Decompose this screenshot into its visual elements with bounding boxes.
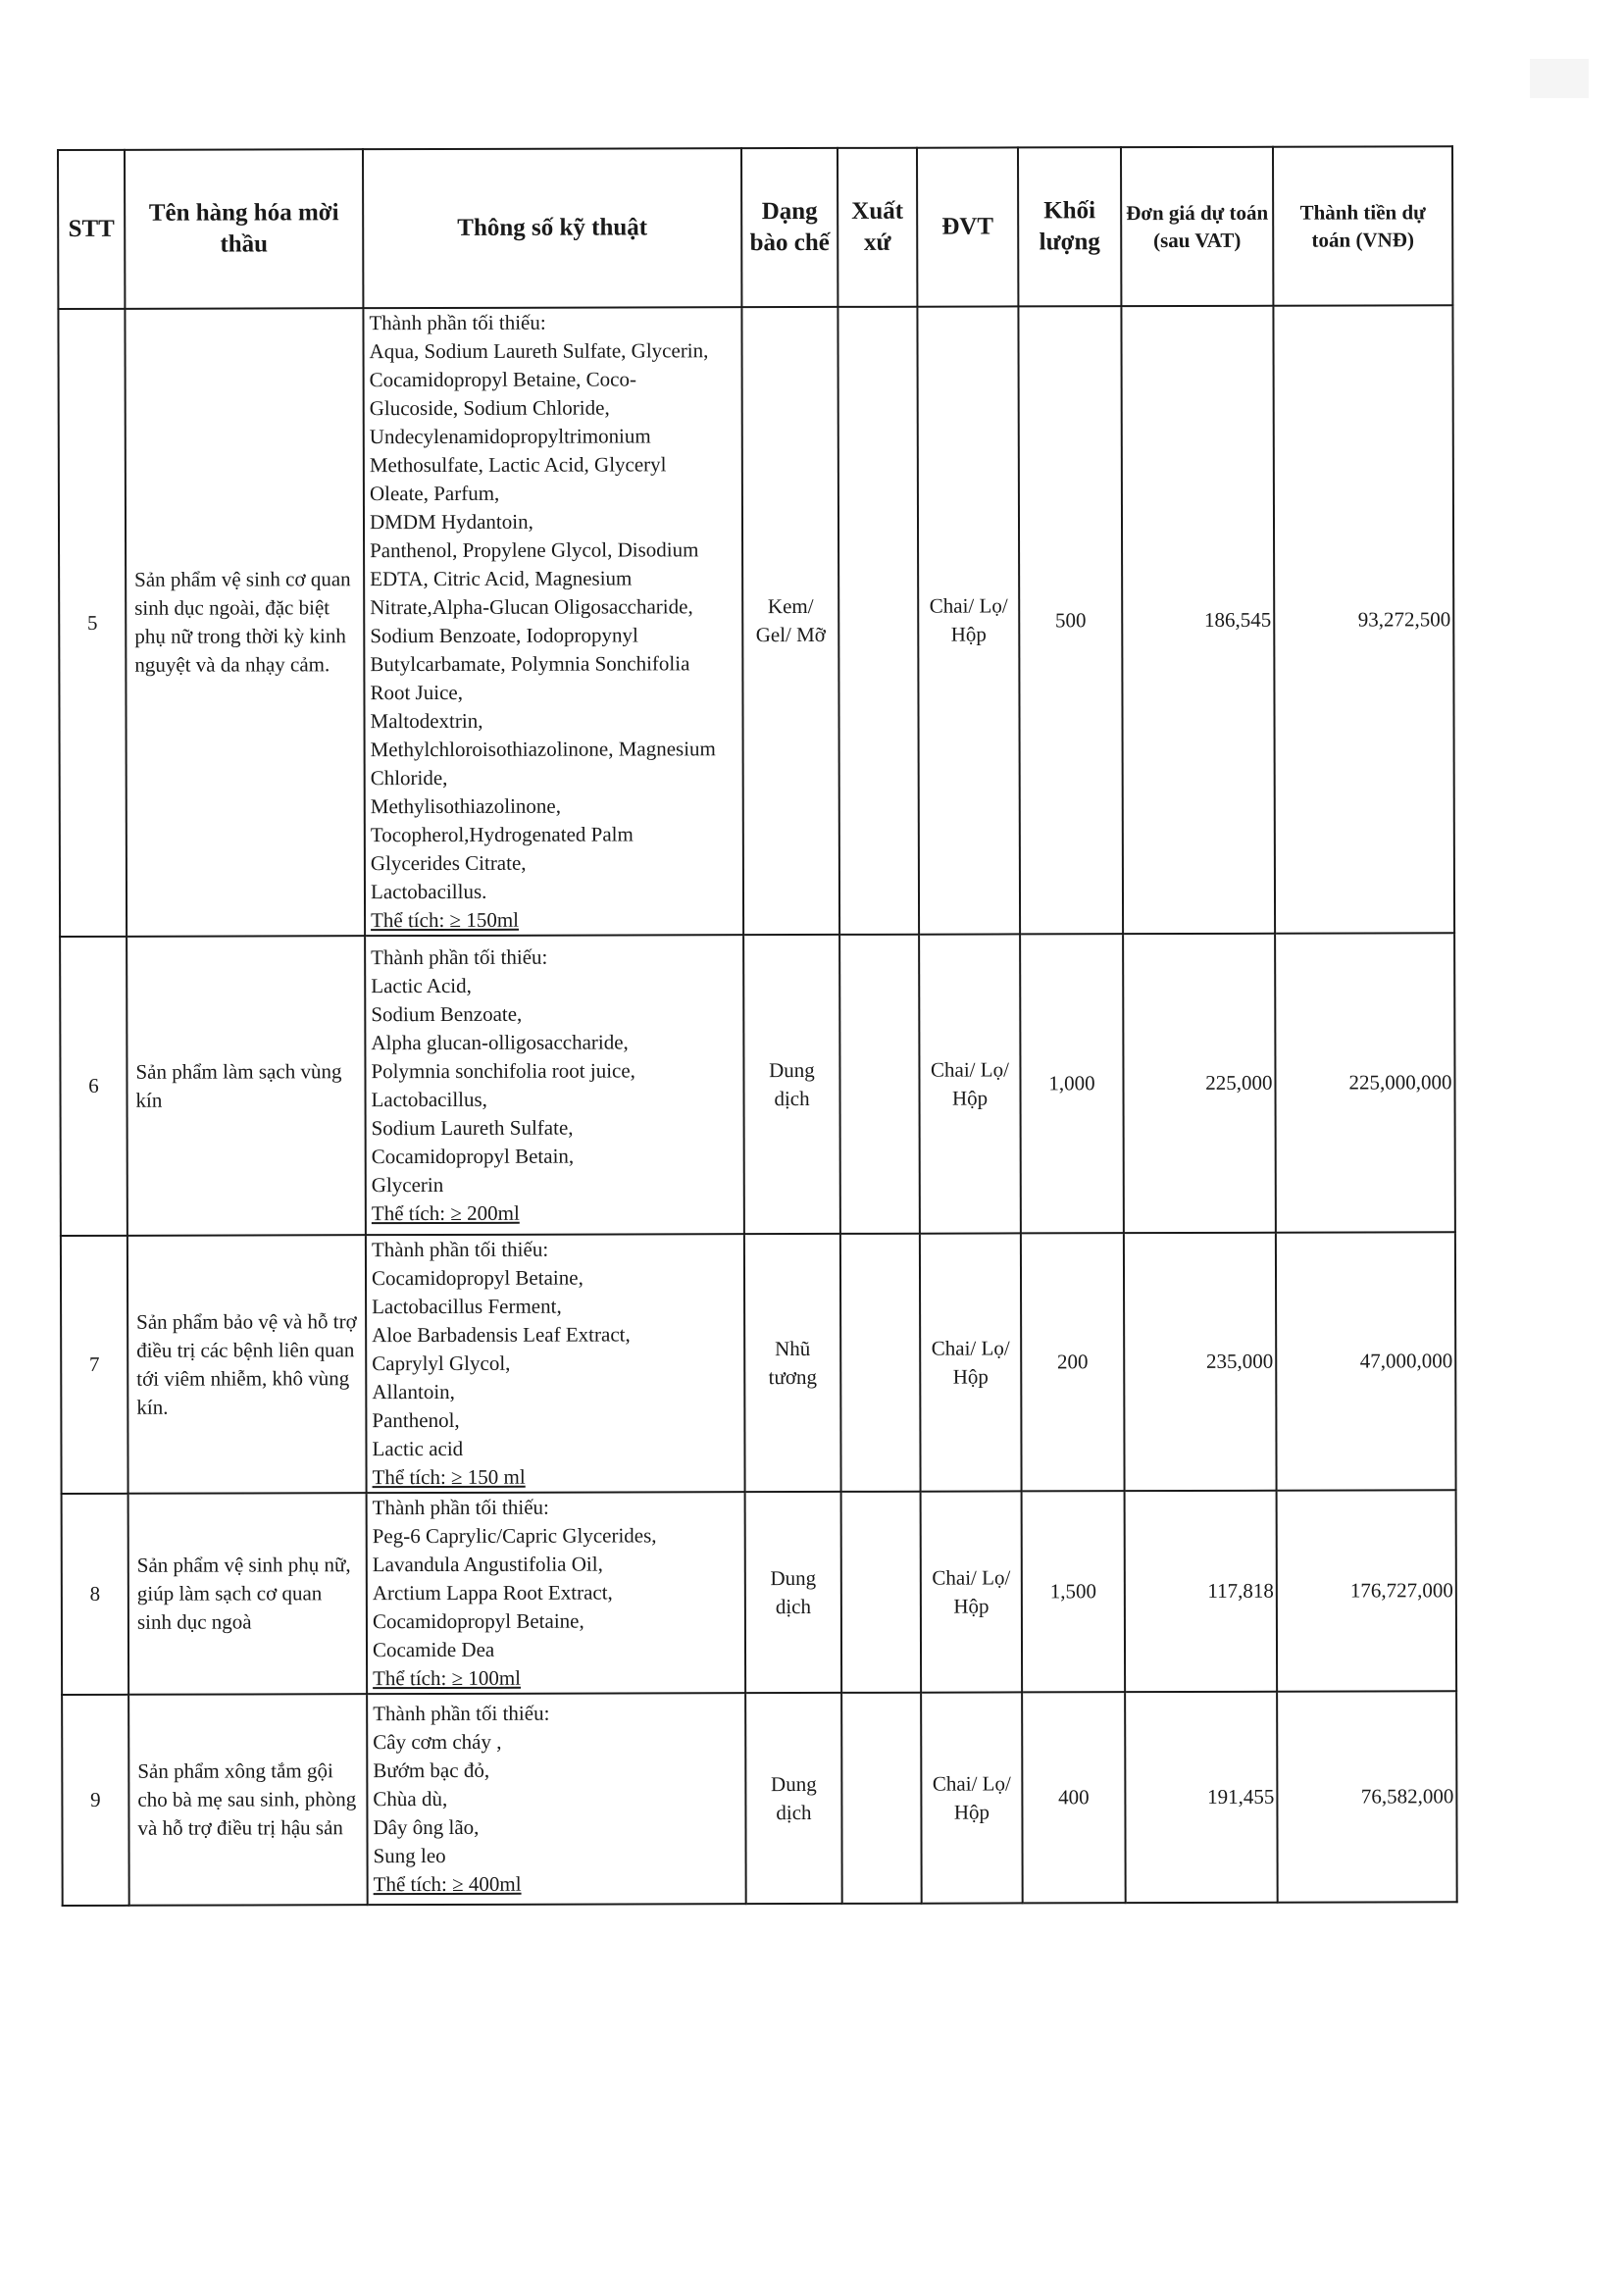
row-total: 176,727,000 <box>1277 1490 1457 1691</box>
row-origin <box>840 1234 921 1492</box>
row-form: Dung dịch <box>745 1693 842 1904</box>
row-unit: Chai/ Lọ/ Hộp <box>921 1491 1023 1692</box>
spec-line: Thành phần tối thiếu: <box>373 1701 550 1726</box>
table-header-row <box>58 146 1452 309</box>
header-form: Dạng bào chế <box>741 148 837 307</box>
spec-line: Maltodextrin, <box>370 708 483 734</box>
spec-line: Cocamidopropyl Betaine, Coco- <box>369 367 637 392</box>
row-stt: 5 <box>58 309 127 937</box>
row-stt: 6 <box>60 937 127 1236</box>
row-product-name: Sản phẩm bảo vệ và hỗ trợ điều trị các bệnh liên quan tới viêm nhiễm, khô vùng kín. <box>127 1235 367 1494</box>
spec-line: Dây ông lão, <box>373 1814 480 1840</box>
spec-volume: Thể tích: ≥ 200ml <box>371 1200 520 1225</box>
spec-line: Cocamidopropyl Betaine, <box>371 1265 584 1291</box>
row-origin <box>837 307 919 935</box>
spec-line: Root Juice, <box>370 680 463 705</box>
row-stt: 9 <box>62 1695 129 1906</box>
header-name: Tên hàng hóa mời thầu <box>125 149 363 309</box>
row-product-name: Sản phẩm vệ sinh cơ quan sinh dục ngoài, đặc biệt phụ nữ trong thời kỳ kinh nguyệt và da nhạy cảm. <box>125 308 365 937</box>
row-spec <box>367 1492 746 1694</box>
header-total: Thành tiền dự toán (VNĐ) <box>1273 146 1452 305</box>
spec-line: Cocamide Dea <box>372 1637 495 1662</box>
spec-line: Sodium Benzoate, Iodopropynyl <box>370 623 638 648</box>
spec-line: Lavandula Angustifolia Oil, <box>372 1552 603 1577</box>
spec-line: Aqua, Sodium Laureth Sulfate, Glycerin, <box>369 338 709 364</box>
spec-line: Tocopherol,Hydrogenated Palm <box>370 822 634 847</box>
row-qty: 1,500 <box>1022 1491 1126 1692</box>
spec-line: Panthenol, Propylene Glycol, Disodium <box>370 537 699 563</box>
header-qty: Khối lượng <box>1018 147 1121 306</box>
spec-line: Lactobacillus, <box>371 1087 487 1111</box>
spec-line: Thành phần tối thiếu: <box>371 1237 549 1262</box>
row-product-name: Sản phẩm vệ sinh phụ nữ, giúp làm sạch cơ quan sinh dục ngoà <box>128 1493 368 1695</box>
row-unit: Chai/ Lọ/ Hộp <box>920 1233 1022 1491</box>
spec-line: Undecylenamidopropyltrimonium <box>369 424 651 449</box>
spec-line: Cocamidopropyl Betain, <box>371 1144 575 1168</box>
row-price: 235,000 <box>1124 1233 1277 1491</box>
row-stt: 7 <box>61 1236 128 1494</box>
spec-line: Thành phần tối thiếu: <box>369 310 546 335</box>
header-stt: STT <box>58 150 125 309</box>
row-unit: Chai/ Lọ/ Hộp <box>921 1692 1023 1903</box>
header-price: Đơn giá dự toán (sau VAT) <box>1121 147 1273 306</box>
row-price: 117,818 <box>1125 1491 1278 1692</box>
spec-line: Sung leo <box>373 1843 446 1868</box>
row-origin <box>841 1693 922 1904</box>
spec-volume: Thể tích: ≥ 100ml <box>373 1665 522 1691</box>
row-product-name: Sản phẩm làm sạch vùng kín <box>127 936 366 1236</box>
spec-line: Methylisothiazolinone, <box>370 793 562 819</box>
row-product-name: Sản phẩm xông tắm gội cho bà mẹ sau sinh, phòng và hỗ trợ điều trị hậu sản <box>128 1694 368 1906</box>
row-unit: Chai/ Lọ/ Hộp <box>917 306 1020 934</box>
bid-items-table <box>57 145 1458 1907</box>
row-stt: 8 <box>62 1494 129 1695</box>
row-qty: 400 <box>1022 1692 1126 1903</box>
spec-line: Bướm bạc đỏ, <box>373 1758 490 1783</box>
spec-line: Sodium Benzoate, <box>371 1001 523 1026</box>
spec-line: Arctium Lappa Root Extract, <box>372 1580 613 1606</box>
spec-line: Butylcarbamate, Polymnia Sonchifolia <box>370 651 690 677</box>
table-row <box>61 1232 1456 1494</box>
spec-line: Lactic acid <box>372 1436 464 1461</box>
row-price: 225,000 <box>1123 934 1276 1233</box>
row-qty: 1,000 <box>1020 934 1124 1233</box>
spec-line: Chùa dù, <box>373 1786 448 1811</box>
spec-line: Polymnia sonchifolia root juice, <box>371 1057 635 1083</box>
spec-line: Caprylyl Glycol, <box>372 1351 511 1376</box>
spec-line: Lactobacillus Ferment, <box>372 1294 562 1319</box>
spec-line: Cocamidopropyl Betaine, <box>372 1608 584 1634</box>
row-total: 76,582,000 <box>1277 1691 1457 1902</box>
spec-line: Oleate, Parfum, <box>369 481 500 506</box>
row-qty: 500 <box>1018 306 1123 934</box>
spec-line: Nitrate,Alpha-Glucan Oligosaccharide, <box>370 594 693 620</box>
spec-volume: Thể tích: ≥ 150ml <box>371 907 520 933</box>
spec-line: DMDM Hydantoin, <box>369 509 533 535</box>
spec-line: Lactobacillus. <box>370 879 487 904</box>
row-origin <box>841 1492 922 1693</box>
spec-line: Panthenol, <box>372 1407 460 1433</box>
spec-line: Chloride, <box>370 765 448 790</box>
row-spec <box>363 307 743 936</box>
header-unit: ĐVT <box>917 147 1018 306</box>
row-unit: Chai/ Lọ/ Hộp <box>919 934 1021 1233</box>
row-origin <box>839 935 920 1234</box>
row-spec <box>365 935 744 1235</box>
row-form: Dung dịch <box>745 1492 842 1693</box>
row-total: 93,272,500 <box>1273 305 1454 933</box>
spec-line: Methylchloroisothiazolinone, Magnesium <box>370 737 716 762</box>
row-qty: 200 <box>1021 1233 1125 1491</box>
row-price: 186,545 <box>1121 306 1275 934</box>
spec-line: Methosulfate, Lactic Acid, Glyceryl <box>369 452 667 478</box>
header-spec: Thông số kỹ thuật <box>363 148 741 308</box>
spec-line: Alpha glucan-olligosaccharide, <box>371 1029 629 1054</box>
table-row <box>60 933 1455 1236</box>
row-price: 191,455 <box>1125 1692 1278 1903</box>
spec-volume: Thể tích: ≥ 400ml <box>373 1871 522 1897</box>
table-row <box>62 1490 1457 1695</box>
row-spec <box>366 1234 745 1493</box>
spec-line: Glucoside, Sodium Chloride, <box>369 395 610 421</box>
scan-smudge <box>1530 59 1589 98</box>
spec-volume: Thể tích: ≥ 150 ml <box>372 1464 526 1490</box>
spec-line: Allantoin, <box>372 1379 455 1404</box>
row-total: 47,000,000 <box>1276 1232 1456 1490</box>
spec-line: Thành phần tối thiếu: <box>372 1495 549 1520</box>
row-spec <box>367 1693 746 1905</box>
row-form: Nhũ tương <box>744 1234 841 1492</box>
spec-line: Aloe Barbadensis Leaf Extract, <box>372 1322 631 1348</box>
row-form: Dung dịch <box>743 935 840 1234</box>
spec-line: Sodium Laureth Sulfate, <box>371 1115 574 1140</box>
table-row <box>58 305 1454 937</box>
spec-line: Thành phần tối thiếu: <box>371 944 548 969</box>
row-form: Kem/ Gel/ Mỡ <box>741 307 839 935</box>
spec-line: Glycerin <box>371 1172 444 1197</box>
spec-line: EDTA, Citric Acid, Magnesium <box>370 566 633 591</box>
spec-line: Peg-6 Caprylic/Capric Glycerides, <box>372 1523 657 1549</box>
spec-line: Cây cơm cháy , <box>373 1729 502 1755</box>
spec-line: Lactic Acid, <box>371 973 472 997</box>
header-origin: Xuất xứ <box>837 148 917 307</box>
spec-line: Glycerides Citrate, <box>370 850 527 876</box>
row-total: 225,000,000 <box>1275 933 1455 1232</box>
table-row <box>62 1691 1457 1906</box>
